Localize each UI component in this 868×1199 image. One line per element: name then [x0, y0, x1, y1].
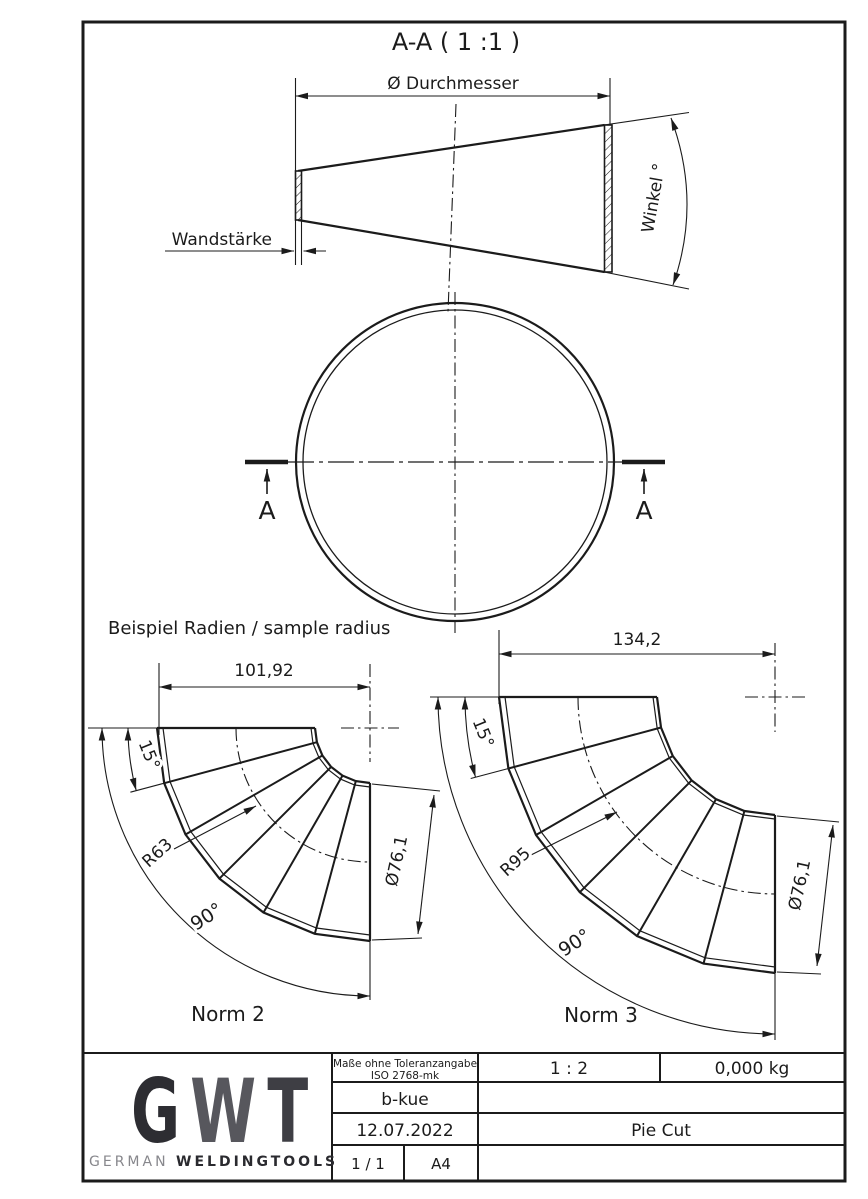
cut-mark-left-label: A	[258, 496, 276, 525]
norm3-total-angle-label: 90°	[554, 924, 595, 962]
logo-letter-g: G	[131, 1060, 178, 1164]
date-value: 12.07.2022	[356, 1121, 454, 1141]
samples-heading: Beispiel Radien / sample radius	[108, 618, 391, 639]
norm2-width-label: 101,92	[234, 661, 294, 681]
logo-letter-t: T	[267, 1060, 306, 1164]
norm3-width-label: 134,2	[612, 630, 662, 650]
sheet-number: 1 / 1	[351, 1155, 385, 1173]
left-wall-hatch	[296, 171, 302, 220]
author-value: b-kue	[381, 1090, 429, 1110]
wall-thickness-label: Wandstärke	[171, 230, 272, 250]
right-wall-hatch	[605, 125, 613, 272]
tolerance-note-line1: Maße ohne Toleranzangabe	[332, 1058, 478, 1070]
brand-bold-part: WELDINGTOOLS	[176, 1154, 339, 1170]
norm3-name-label: Norm 3	[564, 1003, 638, 1027]
logo-letter-w: W	[190, 1060, 254, 1164]
section-title-label: A-A ( 1 :1 )	[391, 28, 521, 56]
cut-mark-right-label: A	[635, 496, 653, 525]
part-name-value: Pie Cut	[631, 1121, 691, 1141]
norm2-total-angle-label: 90°	[186, 898, 227, 936]
tolerance-note-line2: ISO 2768-mk	[370, 1070, 440, 1082]
brand-regular-part: GERMAN	[89, 1154, 169, 1170]
norm3-diameter-label: Ø76,1	[785, 857, 816, 913]
norm2-diameter-label: Ø76,1	[382, 833, 413, 889]
weight-value: 0,000 kg	[714, 1059, 790, 1079]
svg-text:G W T	[131, 1060, 308, 1163]
diameter-dimension-label: Ø Durchmesser	[387, 74, 519, 94]
norm2-name-label: Norm 2	[191, 1002, 265, 1026]
paper-format: A4	[431, 1155, 451, 1173]
norm3-radius-label: R95	[496, 843, 535, 881]
scale-value: 1 : 2	[549, 1059, 589, 1079]
norm3-segment-angle-label: 15°	[467, 715, 498, 751]
gwt-logo	[131, 1060, 308, 1163]
brand-wordmark	[89, 1154, 338, 1170]
angle-dimension-label: Winkel °	[638, 161, 671, 235]
norm2-radius-label: R63	[138, 834, 177, 872]
norm2-segment-angle-label: 15°	[133, 737, 164, 773]
